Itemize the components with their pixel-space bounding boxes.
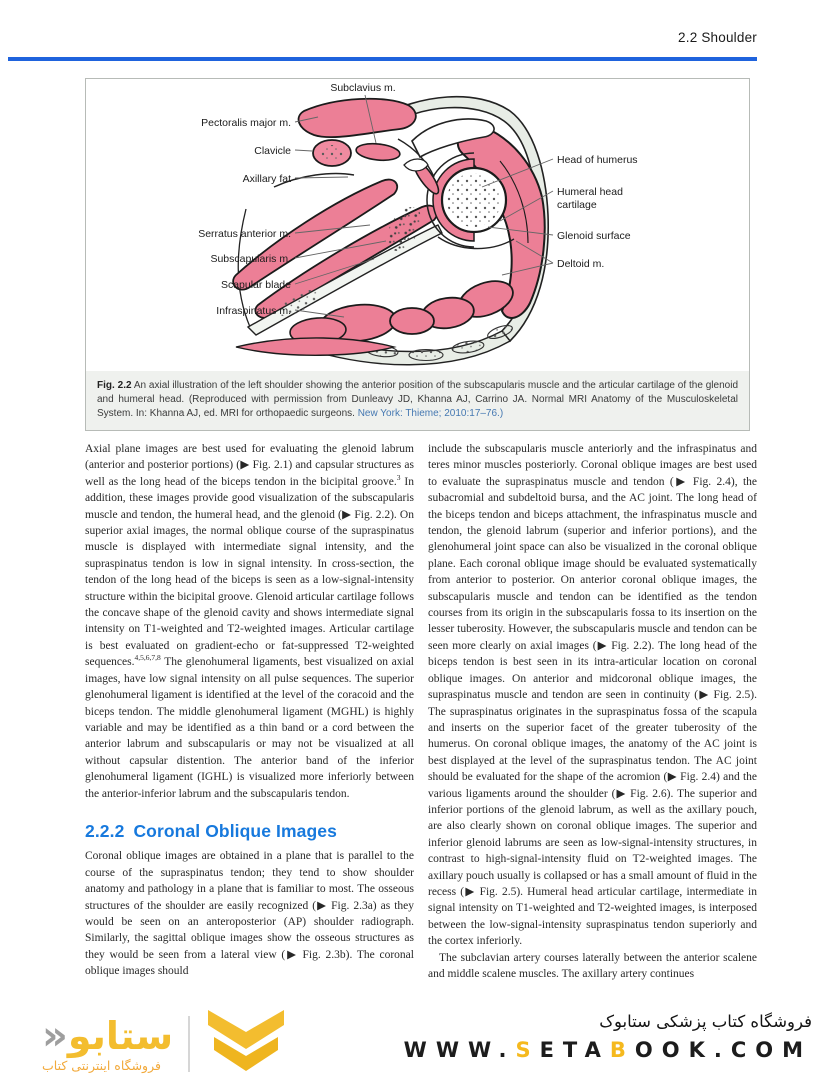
label-axillary-fat: Axillary fat <box>242 173 291 185</box>
label-infraspinatus: Infraspinatus m. <box>216 305 291 317</box>
url-eta: ETA <box>539 1038 610 1062</box>
label-clavicle: Clavicle <box>254 145 291 157</box>
label-subscapularis: Subscapularis m. <box>210 253 291 265</box>
logo-wordmark-kaf: « <box>42 1012 68 1059</box>
left-column <box>85 441 414 1015</box>
setabook-logo <box>42 1008 287 1080</box>
figure-caption <box>86 371 749 430</box>
subclavius-shape <box>355 142 400 163</box>
url-www: WWW. <box>403 1038 516 1062</box>
label-subclavius: Subclavius m. <box>330 82 396 94</box>
figure-2-2 <box>85 78 750 431</box>
logo-divider <box>188 1016 190 1072</box>
anatomy-labels <box>198 82 637 317</box>
url-s-highlight: S <box>515 1038 540 1062</box>
label-deltoid: Deltoid m. <box>557 258 605 270</box>
label-scapular-blade: Scapular blade <box>220 279 291 291</box>
chevron-emblem-icon <box>205 1010 287 1078</box>
label-humeral-head-cartilage-line1: Humeral head <box>557 186 623 198</box>
shoulder-axial-illustration <box>86 79 749 371</box>
label-humeral-head-cartilage-line2: cartilage <box>557 199 597 211</box>
url-ook-com: OOK.COM <box>634 1038 812 1062</box>
paragraph-include-subscapularis: include the subscapularis muscle anteriorly and the infraspinatus and teres minor muscles posteriorly. Coronal oblique images are best used to evaluate the supraspinatus muscle and tendon (▶ Fig. 2.4), the subacromial and subdeltoid bursa, and the AC joint. The long head of the biceps tendon and biceps attachment, the infraspinatus muscle and tendon, the glenoid labrum (superior and inferior portions), and the glenohumeral joint space can also be visualized in the coronal oblique plane. Each coronal oblique image should be evaluated systematically from anterior to posterior. On anterior coronal oblique images, the subscapularis muscle and tendon can be identified as the tendon courses from its origin in the subscapularis fossa to its insertion on the lesser tuberosity. However, the subscapularis muscle and tendon can be seen more clearly on axial images (▶ Fig. 2.2). The long head of the biceps tendon is best seen in its intra-articular location on coronal oblique images. On anterior and midcoronal oblique images, the supraspinatus muscle and tendon are seen in continuity (▶ Fig. 2.5). The supraspinatus originates in the supraspinatus fossa of the scapula and inserts on the superior facet of the greater tuberosity of the humerus. On coronal oblique images, the anatomy of the AC joint is best displayed at the level of the supraspinatus tendon. The AC joint should be evaluated for the shape of the acromion (▶ Fig. 2.4) and the various ligaments around the shoulder (▶ Fig. 2.6). The superior and inferior portions of the glenoid labrum, as well as the axillary pouch, are also clearly shown on coronal oblique images. The superior and inferior glenoid labrums are seen as low-signal-intensity structures, in contrast to high-signal-intensity fluid on T2-weighted images. The axillary pouch usually is collapsed or has a small amount of fluid in the recess (▶ Fig. 2.5). Humeral head articular cartilage, intermediate in signal intensity on T1-weighted and T2-weighted images, is interposed between the low-signal-intensity supraspinatus tendon superiorly and the cortex inferiorly. <box>428 443 757 948</box>
text-run: In addition, these images provide good visualization of the subscapularis muscle and tendon, the humeral head, and the glenoid (▶ Fig. 2.2). On superior axial images, the normal oblique course of the supraspinatus muscle is displayed with intermediate signal intensity, and the supraspinatus tendon is low in signal intensity. In cross-section, the tendon of the long head of the biceps is seen as a low-signal-intensity structure within the bicipital groove. Glenoid articular cartilage follows the concave shape of the glenoid cavity and shows intermediate signal intensity on T1-weighted and T2-weighted images. Articular cartilage is best evaluated on gradient-echo or fat-suppressed T2-weighted sequences. <box>85 475 414 669</box>
reference-superscript: 4,5,6,7,8 <box>134 653 161 663</box>
text-run: The glenohumeral ligaments, best visualized on axial images, have low signal intensity on all pulse sequences. The superior glenohumeral ligament is identified at the level of the coracoid and the biceps tendon. The middle glenohumeral ligament (MGHL) is highly variable and may be identified as a thin band or a cord between the anterior labrum and subscapularis or may not be visualized at all without capsular distention. The anterior band of the inferior glenohumeral ligament (IGHL) is visualized more inferiorly between the anterior-inferior labrum and the subscapularis tendon. <box>85 656 414 800</box>
article-body <box>85 441 757 1015</box>
label-glenoid-surface: Glenoid surface <box>557 230 631 242</box>
store-title: فروشگاه کتاب پزشکی ستابوک <box>599 1012 812 1031</box>
figure-caption-text: An axial illustration of the left shoulder showing the anterior position of the subscapularis muscle and the articular cartilage of the glenoid and humeral head. (Reproduced with permission from Dunleavy JD, Khanna AJ, Carrino JA. Normal MRI Anatomy of the Musculoskeletal System. In: Khanna AJ, ed. MRI for orthopaedic surgeons. <box>97 380 739 419</box>
paragraph-subclavian-artery: The subclavian artery courses laterally between the anterior scalene and middle scalene muscles. The axillary artery continues <box>428 951 757 980</box>
logo-wordmark-main: ستابو <box>67 1013 174 1058</box>
heading-coronal-oblique-images <box>85 820 414 841</box>
logo-wordmark <box>42 1012 174 1073</box>
url-b-highlight: B <box>609 1038 635 1062</box>
footer-store-info <box>404 1012 812 1062</box>
label-serratus-anterior: Serratus anterior m. <box>198 228 291 240</box>
heading-number: 2.2.2 <box>85 820 125 841</box>
reference-superscript: 3 <box>396 472 401 482</box>
paragraph-coronal-oblique: Coronal oblique images are obtained in a plane that is parallel to the course of the supraspinatus tendon; they tend to show shoulder anatomy and pathology in a plane that is familiar to most. The osseous structures of the shoulder are easily recognized (▶ Fig. 2.3a) as they would be seen on an anteroposterior (AP) shoulder radiograph. Similarly, the sagittal oblique images show the osseous structures as they would be seen from a lateral view (▶ Fig. 2.3b). The coronal oblique images should <box>85 850 414 978</box>
running-header: 2.2 Shoulder <box>678 30 757 45</box>
pectoralis-shape <box>299 99 416 137</box>
label-pectoralis-major: Pectoralis major m. <box>201 117 291 129</box>
paragraph-axial-plane-images <box>85 441 414 802</box>
right-column <box>428 441 757 1015</box>
label-head-of-humerus: Head of humerus <box>557 154 638 166</box>
text-run: Axial plane images are best used for evaluating the glenoid labrum (anterior and posterior portions) (▶ Fig. 2.1) and capsular structures as well as the long head of the biceps tendon in the bicipital groove. <box>85 443 414 488</box>
figure-caption-label: Fig. 2.2 <box>97 380 132 391</box>
logo-tagline: فروشگاه اینترنتی کتاب <box>42 1057 161 1073</box>
header-rule <box>8 57 757 61</box>
heading-text: Coronal Oblique Images <box>133 820 337 841</box>
website-url <box>404 1038 812 1062</box>
figure-caption-citation: New York: Thieme; 2010:17–76.) <box>357 408 504 419</box>
